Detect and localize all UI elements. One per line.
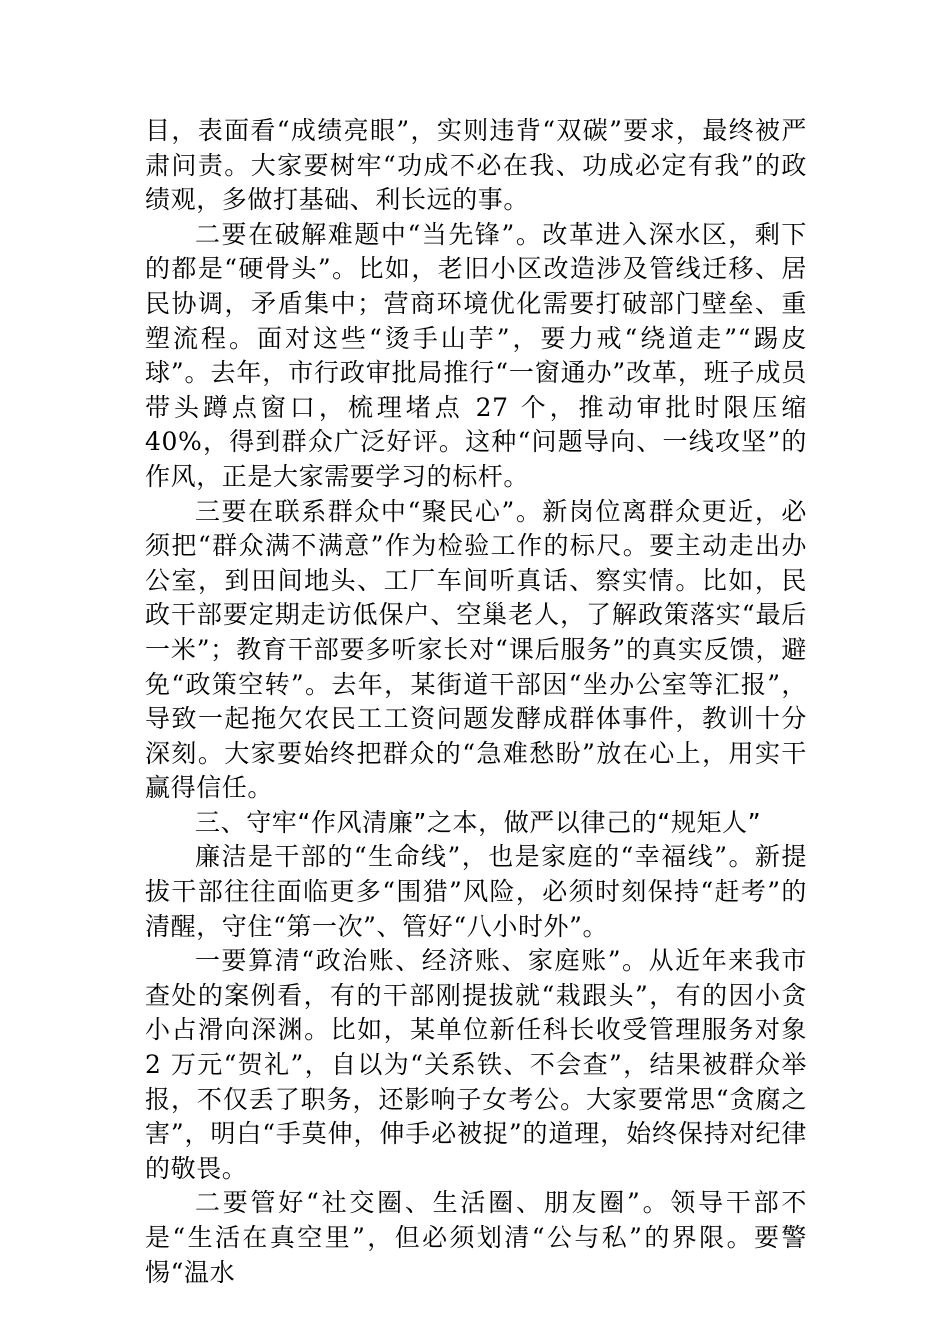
- section-heading-integrity: 三、守牢“作风清廉”之本，做严以律己的“规矩人”: [195, 807, 762, 837]
- paragraph-integrity-intro: 廉洁是干部的“生命线”，也是家庭的“幸福线”。新提拔干部往往面临更多“围猎”风险，必须时刻保持“赶考”的清醒，守住“第一次”、管好“八小时外”。: [145, 842, 807, 941]
- paragraph-connect-masses: 三要在联系群众中“聚民心”。新岗位离群众更近，必须把“群众满不满意”作为检验工作的标尺。要主动走出办公室，到田间地头、工厂车间听真话、察实情。比如，民政干部要定期走访低保户、空巢老人，了解政策落实“最后一米”；教育干部要多听家长对“课后服务”的真实反馈，避免“政策空转”。去年，某街道干部因“坐办公室等汇报”，导致一起拖欠农民工工资问题发酵成群体事件，教训十分深刻。大家要始终把群众的“急难愁盼”放在心上，用实干赢得信任。: [145, 496, 807, 803]
- paragraph-three-accounts: 一要算清“政治账、经济账、家庭账”。从近年来我市查处的案例看，有的干部刚提拔就“栽跟头”，有的因小贪小占滑向深渊。比如，某单位新任科长收受管理服务对象 2 万元“贺礼”，自以为“关系铁、不会查”，结果被群众举报，不仅丢了职务，还影响子女考公。大家要常思“贪腐之害”，明白“手莫伸，伸手必被捉”的道理，始终保持对纪律的敬畏。: [145, 946, 807, 1183]
- paragraph-continuation: 目，表面看“成绩亮眼”，实则违背“双碳”要求，最终被严肃问责。大家要树牢“功成不必在我、功成必定有我”的政绩观，多做打基础、利长远的事。: [145, 116, 807, 215]
- paragraph-social-circles: 二要管好“社交圈、生活圈、朋友圈”。领导干部不是“生活在真空里”，但必须划清“公与私”的界限。要警惕“温水: [145, 1188, 807, 1287]
- document-body: [145, 114, 807, 1290]
- paragraph-tackle-problems: 二要在破解难题中“当先锋”。改革进入深水区，剩下的都是“硬骨头”。比如，老旧小区改造涉及管线迁移、居民协调，矛盾集中；营商环境优化需要打破部门壁垒、重塑流程。面对这些“烫手山芋”，要力戒“绕道走”“踢皮球”。去年，市行政审批局推行“一窗通办”改革，班子成员带头蹲点窗口，梳理堵点 27 个，推动审批时限压缩 40%，得到群众广泛好评。这种“问题导向、一线攻坚”的作风，正是大家需要学习的标杆。: [145, 219, 807, 491]
